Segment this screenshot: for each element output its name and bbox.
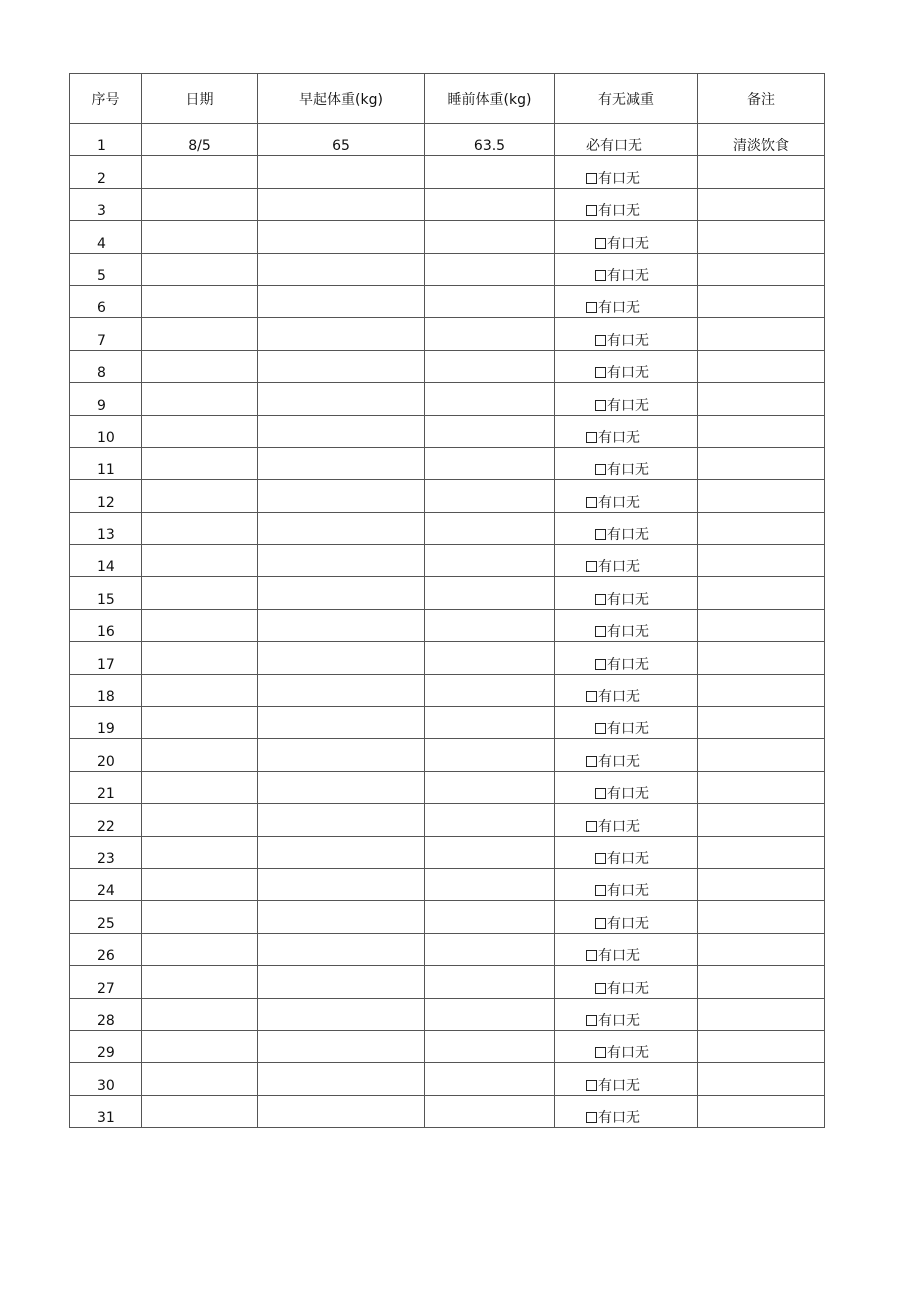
night-weight-cell[interactable] (425, 901, 555, 933)
weight-loss-option-label: 有口无 (598, 170, 640, 187)
night-weight-cell[interactable] (425, 285, 555, 317)
weight-loss-option-label: 有口无 (598, 1077, 640, 1094)
weight-loss-option-label: 有口无 (607, 786, 649, 803)
checkbox-icon[interactable] (595, 788, 606, 799)
row-number: 16 (70, 609, 142, 641)
night-weight-cell[interactable] (425, 933, 555, 965)
table-row (70, 1063, 825, 1095)
night-weight-cell[interactable] (425, 480, 555, 512)
morning-weight-cell[interactable] (258, 998, 425, 1030)
date-cell[interactable] (142, 836, 258, 868)
row-number: 3 (70, 188, 142, 220)
night-weight-cell[interactable] (425, 609, 555, 641)
notes-cell[interactable] (698, 804, 825, 836)
morning-weight-cell[interactable] (258, 771, 425, 803)
row-number: 31 (70, 1095, 142, 1127)
weight-loss-option-label: 有口无 (598, 494, 640, 511)
night-weight-cell[interactable] (425, 836, 555, 868)
table-row (70, 415, 825, 447)
row-number: 5 (70, 253, 142, 285)
night-weight-cell[interactable] (425, 1063, 555, 1095)
morning-weight-cell[interactable] (258, 156, 425, 188)
notes-cell[interactable]: 清淡饮食 (698, 124, 825, 156)
row-number: 12 (70, 480, 142, 512)
checkbox-icon[interactable] (595, 918, 606, 929)
weight-loss-cell[interactable] (555, 771, 698, 803)
morning-weight-cell[interactable]: 65 (258, 124, 425, 156)
notes-cell[interactable] (698, 188, 825, 220)
row-number: 8 (70, 350, 142, 382)
weight-loss-option-label: 有口无 (607, 915, 649, 932)
night-weight-cell[interactable] (425, 707, 555, 739)
checkbox-icon[interactable] (586, 1015, 597, 1026)
table-row (70, 480, 825, 512)
notes-cell[interactable] (698, 221, 825, 253)
notes-cell[interactable] (698, 512, 825, 544)
row-number: 30 (70, 1063, 142, 1095)
row-number: 4 (70, 221, 142, 253)
checkbox-icon[interactable] (595, 464, 606, 475)
table-row (70, 771, 825, 803)
table-row (70, 998, 825, 1030)
date-cell[interactable] (142, 642, 258, 674)
weight-loss-cell[interactable] (555, 966, 698, 998)
row-number: 1 (70, 124, 142, 156)
table-row (70, 545, 825, 577)
weight-loss-cell[interactable] (555, 285, 698, 317)
morning-weight-cell[interactable] (258, 512, 425, 544)
date-cell[interactable] (142, 512, 258, 544)
checkbox-icon[interactable] (586, 432, 597, 443)
checkbox-icon[interactable] (595, 270, 606, 281)
weight-loss-option-label: 有口无 (607, 267, 649, 284)
weight-loss-cell[interactable] (555, 545, 698, 577)
checkbox-icon[interactable] (595, 723, 606, 734)
morning-weight-cell[interactable] (258, 1095, 425, 1127)
table-row (70, 901, 825, 933)
weight-loss-cell[interactable] (555, 739, 698, 771)
row-number: 24 (70, 868, 142, 900)
date-cell[interactable] (142, 868, 258, 900)
table-row (70, 383, 825, 415)
night-weight-cell[interactable] (425, 545, 555, 577)
table-row (70, 318, 825, 350)
checkbox-icon[interactable] (595, 367, 606, 378)
weight-loss-option-label: 有口无 (598, 689, 640, 706)
weight-loss-option-label: 有口无 (598, 203, 640, 220)
weight-loss-cell[interactable] (555, 318, 698, 350)
date-cell[interactable] (142, 447, 258, 479)
table-row (70, 868, 825, 900)
weight-loss-option-label: 有口无 (607, 591, 649, 608)
date-cell[interactable] (142, 318, 258, 350)
checkbox-icon[interactable] (586, 205, 597, 216)
checkbox-icon[interactable] (595, 983, 606, 994)
notes-cell[interactable] (698, 577, 825, 609)
table-row (70, 285, 825, 317)
weight-loss-cell[interactable] (555, 804, 698, 836)
checkbox-icon[interactable] (595, 529, 606, 540)
night-weight-cell[interactable] (425, 447, 555, 479)
table-row (70, 966, 825, 998)
date-cell[interactable] (142, 350, 258, 382)
weight-loss-option-label: 有口无 (607, 235, 649, 252)
morning-weight-cell[interactable] (258, 188, 425, 220)
checkbox-icon[interactable] (586, 302, 597, 313)
notes-cell[interactable] (698, 415, 825, 447)
table-row (70, 253, 825, 285)
table-row (70, 512, 825, 544)
night-weight-cell[interactable] (425, 804, 555, 836)
notes-cell[interactable] (698, 933, 825, 965)
night-weight-cell[interactable] (425, 318, 555, 350)
notes-cell[interactable] (698, 480, 825, 512)
weight-loss-cell[interactable] (555, 1095, 698, 1127)
morning-weight-cell[interactable] (258, 804, 425, 836)
checkbox-icon[interactable] (586, 756, 597, 767)
weight-loss-option-label: 有口无 (598, 1110, 640, 1127)
date-cell[interactable] (142, 998, 258, 1030)
checkbox-icon[interactable] (586, 821, 597, 832)
weight-loss-cell[interactable] (555, 707, 698, 739)
morning-weight-cell[interactable] (258, 933, 425, 965)
table-row (70, 577, 825, 609)
checkbox-icon[interactable] (595, 626, 606, 637)
row-number: 6 (70, 285, 142, 317)
weight-loss-option-label: 有口无 (607, 656, 649, 673)
date-cell[interactable] (142, 415, 258, 447)
date-cell[interactable] (142, 383, 258, 415)
checkbox-icon[interactable] (586, 173, 597, 184)
notes-cell[interactable] (698, 156, 825, 188)
table-row (70, 1095, 825, 1127)
weight-log-table (69, 73, 825, 1128)
weight-loss-option-label: 有口无 (607, 1045, 649, 1062)
morning-weight-cell[interactable] (258, 642, 425, 674)
row-number: 22 (70, 804, 142, 836)
date-cell[interactable] (142, 188, 258, 220)
notes-cell[interactable] (698, 642, 825, 674)
date-cell[interactable] (142, 609, 258, 641)
checkbox-icon[interactable] (595, 238, 606, 249)
notes-cell[interactable] (698, 1063, 825, 1095)
night-weight-cell[interactable] (425, 383, 555, 415)
weight-loss-cell[interactable] (555, 674, 698, 706)
header-date: 日期 (142, 74, 258, 124)
morning-weight-cell[interactable] (258, 739, 425, 771)
table-row (70, 707, 825, 739)
morning-weight-cell[interactable] (258, 350, 425, 382)
row-number: 27 (70, 966, 142, 998)
weight-loss-cell[interactable] (555, 480, 698, 512)
row-number: 23 (70, 836, 142, 868)
checkbox-icon[interactable] (586, 1080, 597, 1091)
date-cell[interactable] (142, 156, 258, 188)
checkbox-icon[interactable] (595, 659, 606, 670)
night-weight-cell[interactable] (425, 868, 555, 900)
weight-loss-cell[interactable] (555, 221, 698, 253)
morning-weight-cell[interactable] (258, 447, 425, 479)
table-row (70, 674, 825, 706)
weight-loss-option-label: 有口无 (607, 332, 649, 349)
weight-loss-option-label: 有口无 (607, 980, 649, 997)
checkbox-icon[interactable] (595, 400, 606, 411)
date-cell[interactable] (142, 804, 258, 836)
row-number: 2 (70, 156, 142, 188)
weight-loss-option-label: 有口无 (607, 624, 649, 641)
night-weight-cell[interactable] (425, 771, 555, 803)
weight-loss-cell[interactable] (555, 156, 698, 188)
notes-cell[interactable] (698, 739, 825, 771)
row-number: 29 (70, 1030, 142, 1062)
weight-loss-cell[interactable] (555, 253, 698, 285)
night-weight-cell[interactable] (425, 415, 555, 447)
date-cell[interactable] (142, 771, 258, 803)
night-weight-cell[interactable] (425, 156, 555, 188)
date-cell[interactable] (142, 739, 258, 771)
morning-weight-cell[interactable] (258, 383, 425, 415)
row-number: 21 (70, 771, 142, 803)
header-weight-loss: 有无减重 (555, 74, 698, 124)
checkbox-icon[interactable] (595, 853, 606, 864)
weight-loss-option-label: 有口无 (607, 527, 649, 544)
date-cell[interactable] (142, 901, 258, 933)
notes-cell[interactable] (698, 318, 825, 350)
weight-loss-cell[interactable] (555, 447, 698, 479)
row-number: 10 (70, 415, 142, 447)
morning-weight-cell[interactable] (258, 285, 425, 317)
table-row (70, 124, 825, 156)
night-weight-cell[interactable] (425, 253, 555, 285)
night-weight-cell[interactable] (425, 966, 555, 998)
night-weight-cell[interactable]: 63.5 (425, 124, 555, 156)
morning-weight-cell[interactable] (258, 966, 425, 998)
header-night-weight: 睡前体重(kg) (425, 74, 555, 124)
notes-cell[interactable] (698, 868, 825, 900)
weight-loss-cell[interactable] (555, 512, 698, 544)
table-row (70, 1030, 825, 1062)
morning-weight-cell[interactable] (258, 868, 425, 900)
checkbox-icon[interactable] (586, 561, 597, 572)
date-cell[interactable] (142, 285, 258, 317)
table-row (70, 739, 825, 771)
table-row (70, 221, 825, 253)
date-cell[interactable] (142, 1095, 258, 1127)
weight-loss-option-label: 有口无 (607, 397, 649, 414)
night-weight-cell[interactable] (425, 577, 555, 609)
header-notes: 备注 (698, 74, 825, 124)
notes-cell[interactable] (698, 383, 825, 415)
date-cell[interactable] (142, 933, 258, 965)
morning-weight-cell[interactable] (258, 415, 425, 447)
night-weight-cell[interactable] (425, 512, 555, 544)
table-row (70, 642, 825, 674)
checkbox-icon[interactable] (586, 497, 597, 508)
night-weight-cell[interactable] (425, 642, 555, 674)
row-number: 17 (70, 642, 142, 674)
notes-cell[interactable] (698, 966, 825, 998)
row-number: 13 (70, 512, 142, 544)
morning-weight-cell[interactable] (258, 836, 425, 868)
header-index: 序号 (70, 74, 142, 124)
weight-loss-cell[interactable] (555, 901, 698, 933)
night-weight-cell[interactable] (425, 1095, 555, 1127)
table-row (70, 350, 825, 382)
weight-log-sheet (69, 73, 824, 1128)
notes-cell[interactable] (698, 707, 825, 739)
notes-cell[interactable] (698, 771, 825, 803)
night-weight-cell[interactable] (425, 739, 555, 771)
weight-loss-option-label: 有口无 (607, 850, 649, 867)
weight-loss-option-label: 有口无 (598, 429, 640, 446)
date-cell[interactable] (142, 1030, 258, 1062)
notes-cell[interactable] (698, 545, 825, 577)
checkbox-icon[interactable] (595, 335, 606, 346)
morning-weight-cell[interactable] (258, 609, 425, 641)
morning-weight-cell[interactable] (258, 707, 425, 739)
night-weight-cell[interactable] (425, 998, 555, 1030)
weight-loss-cell[interactable] (555, 998, 698, 1030)
date-cell[interactable] (142, 966, 258, 998)
weight-loss-cell[interactable] (555, 609, 698, 641)
row-number: 26 (70, 933, 142, 965)
morning-weight-cell[interactable] (258, 480, 425, 512)
notes-cell[interactable] (698, 674, 825, 706)
weight-loss-cell[interactable] (555, 868, 698, 900)
weight-loss-option-label: 有口无 (598, 559, 640, 576)
date-cell[interactable] (142, 577, 258, 609)
night-weight-cell[interactable] (425, 1030, 555, 1062)
date-cell[interactable] (142, 480, 258, 512)
weight-loss-option-label: 有口无 (607, 883, 649, 900)
notes-cell[interactable] (698, 836, 825, 868)
morning-weight-cell[interactable] (258, 901, 425, 933)
date-cell[interactable] (142, 707, 258, 739)
weight-loss-option-label: 有口无 (598, 818, 640, 835)
row-number: 25 (70, 901, 142, 933)
night-weight-cell[interactable] (425, 188, 555, 220)
weight-loss-cell[interactable] (555, 350, 698, 382)
row-number: 9 (70, 383, 142, 415)
header-row (70, 74, 825, 124)
weight-loss-cell[interactable] (555, 383, 698, 415)
notes-cell[interactable] (698, 253, 825, 285)
notes-cell[interactable] (698, 998, 825, 1030)
row-number: 20 (70, 739, 142, 771)
date-cell[interactable] (142, 1063, 258, 1095)
row-number: 18 (70, 674, 142, 706)
date-cell[interactable]: 8/5 (142, 124, 258, 156)
table-row (70, 156, 825, 188)
date-cell[interactable] (142, 221, 258, 253)
weight-loss-cell[interactable] (555, 188, 698, 220)
checkbox-icon[interactable] (586, 691, 597, 702)
date-cell[interactable] (142, 253, 258, 285)
morning-weight-cell[interactable] (258, 577, 425, 609)
notes-cell[interactable] (698, 1030, 825, 1062)
notes-cell[interactable] (698, 609, 825, 641)
weight-loss-cell[interactable] (555, 836, 698, 868)
weight-loss-option-label: 有口无 (598, 753, 640, 770)
weight-loss-option-label: 有口无 (607, 462, 649, 479)
night-weight-cell[interactable] (425, 674, 555, 706)
morning-weight-cell[interactable] (258, 545, 425, 577)
date-cell[interactable] (142, 674, 258, 706)
checkbox-icon[interactable] (595, 885, 606, 896)
row-number: 14 (70, 545, 142, 577)
date-cell[interactable] (142, 545, 258, 577)
row-number: 11 (70, 447, 142, 479)
night-weight-cell[interactable] (425, 350, 555, 382)
table-row (70, 836, 825, 868)
weight-loss-option-label: 有口无 (598, 948, 640, 965)
weight-loss-cell[interactable] (555, 415, 698, 447)
weight-loss-option-label: 有口无 (598, 1012, 640, 1029)
table-row (70, 188, 825, 220)
weight-loss-cell[interactable] (555, 933, 698, 965)
table-row (70, 804, 825, 836)
weight-loss-cell[interactable] (555, 1063, 698, 1095)
weight-loss-cell[interactable] (555, 1030, 698, 1062)
notes-cell[interactable] (698, 1095, 825, 1127)
checkbox-icon[interactable] (595, 594, 606, 605)
checkbox-icon[interactable] (586, 950, 597, 961)
weight-loss-cell[interactable] (555, 577, 698, 609)
morning-weight-cell[interactable] (258, 1063, 425, 1095)
weight-loss-cell[interactable] (555, 642, 698, 674)
morning-weight-cell[interactable] (258, 674, 425, 706)
morning-weight-cell[interactable] (258, 1030, 425, 1062)
weight-loss-option-label: 有口无 (598, 300, 640, 317)
weight-loss-cell[interactable]: 必有口无 (555, 124, 698, 156)
morning-weight-cell[interactable] (258, 318, 425, 350)
notes-cell[interactable] (698, 447, 825, 479)
night-weight-cell[interactable] (425, 221, 555, 253)
notes-cell[interactable] (698, 350, 825, 382)
header-morning-weight: 早起体重(kg) (258, 74, 425, 124)
notes-cell[interactable] (698, 285, 825, 317)
checkbox-icon[interactable] (595, 1047, 606, 1058)
notes-cell[interactable] (698, 901, 825, 933)
weight-loss-option-label: 有口无 (607, 365, 649, 382)
table-row (70, 933, 825, 965)
weight-loss-option-label: 有口无 (607, 721, 649, 738)
morning-weight-cell[interactable] (258, 253, 425, 285)
checkbox-icon[interactable] (586, 1112, 597, 1123)
table-row (70, 609, 825, 641)
row-number: 15 (70, 577, 142, 609)
row-number: 19 (70, 707, 142, 739)
row-number: 7 (70, 318, 142, 350)
morning-weight-cell[interactable] (258, 221, 425, 253)
table-row (70, 447, 825, 479)
row-number: 28 (70, 998, 142, 1030)
